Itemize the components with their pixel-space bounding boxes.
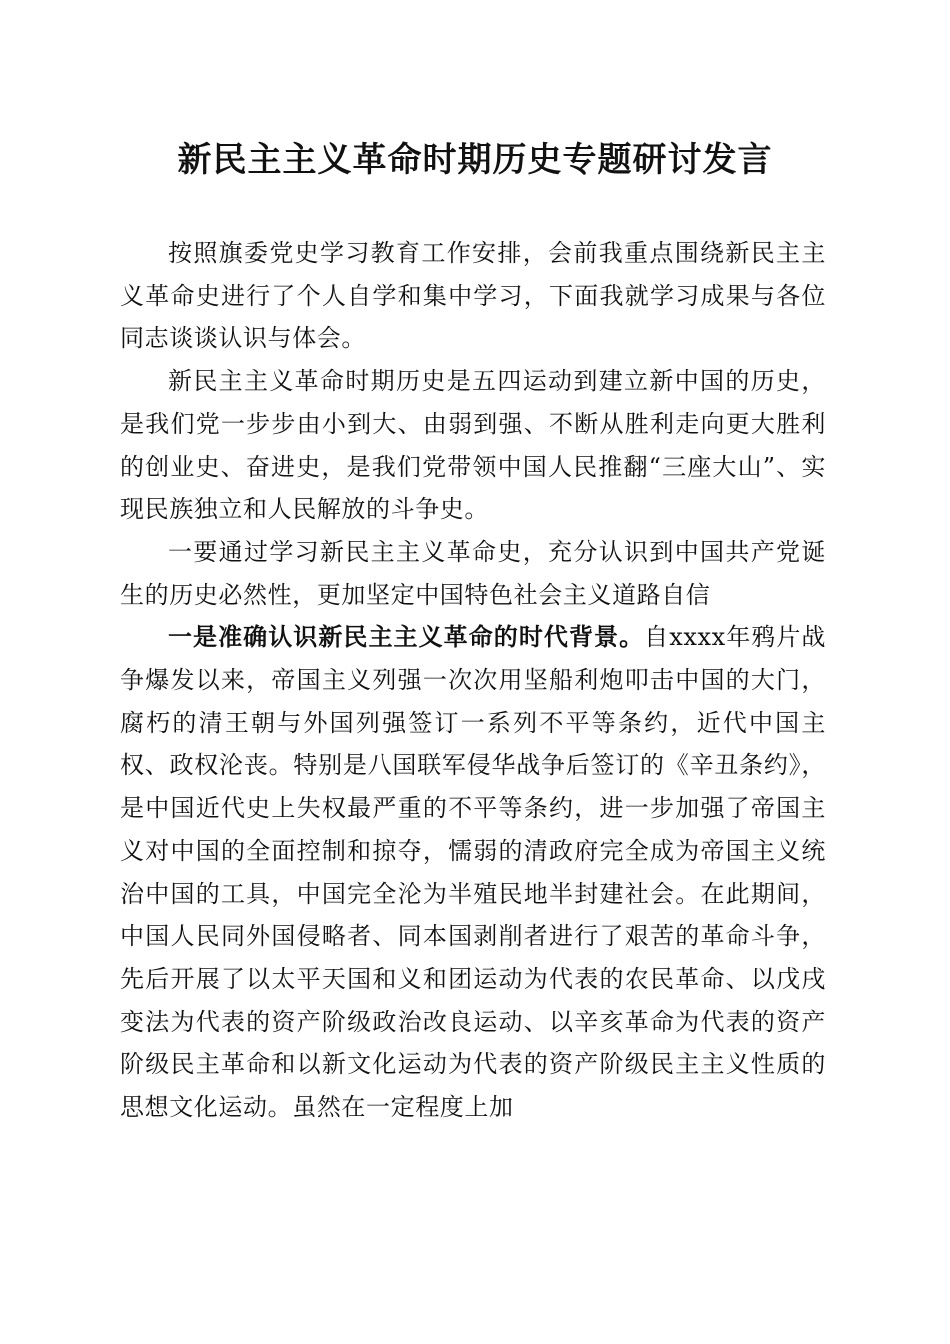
paragraph-text: 按照旗委党史学习教育工作安排，会前我重点围绕新民主主义革命史进行了个人自学和集中学习，下面我就学习成果与各位同志谈谈认识与体会。 [120,239,826,353]
paragraph-text: 新民主主义革命时期历史是五四运动到建立新中国的历史，是我们党一步步由小到大、由弱到强、不断从胜利走向更大胜利的创业史、奋进史，是我们党带领中国人民推翻“三座大山”、实现民族独立和人民解放的斗争史。 [120,367,826,524]
paragraph-section-heading [120,531,826,616]
paragraph-text: 自xxxx年鸦片战争爆发以来，帝国主义列强一次次用坚船利炮叩击中国的大门，腐朽的清王朝与外国列强签订一系列不平等条约，近代中国主权、政权沦丧。特别是八国联军侵华战争后签订的《辛丑条约》，是中国近代史上失权最严重的不平等条约，进一步加强了帝国主义对中国的全面控制和掠夺，懦弱的清政府完全成为帝国主义统治中国的工具，中国完全沦为半殖民地半封建社会。在此期间，中国人民同外国侵略者、同本国剥削者进行了艰苦的革命斗争，先后开展了以太平天国和义和团运动为代表的农民革命、以戊戌变法为代表的资产阶级政治改良运动、以辛亥革命为代表的资产阶级民主革命和以新文化运动为代表的资产阶级民主主义性质的思想文化运动。虽然在一定程度上加 [120,623,826,1122]
document-title: 新民主主义革命时期历史专题研讨发言 [177,140,773,180]
document-body [120,232,826,1129]
paragraph-history-overview [120,360,826,531]
paragraph-background [120,616,826,1128]
paragraph-text: 一要通过学习新民主主义革命史，充分认识到中国共产党诞生的历史必然性，更加坚定中国特色社会主义道路自信 [120,537,826,609]
paragraph-lead-sentence: 一是准确认识新民主主义革命的时代背景。 [168,622,645,652]
paragraph-intro [120,232,826,360]
